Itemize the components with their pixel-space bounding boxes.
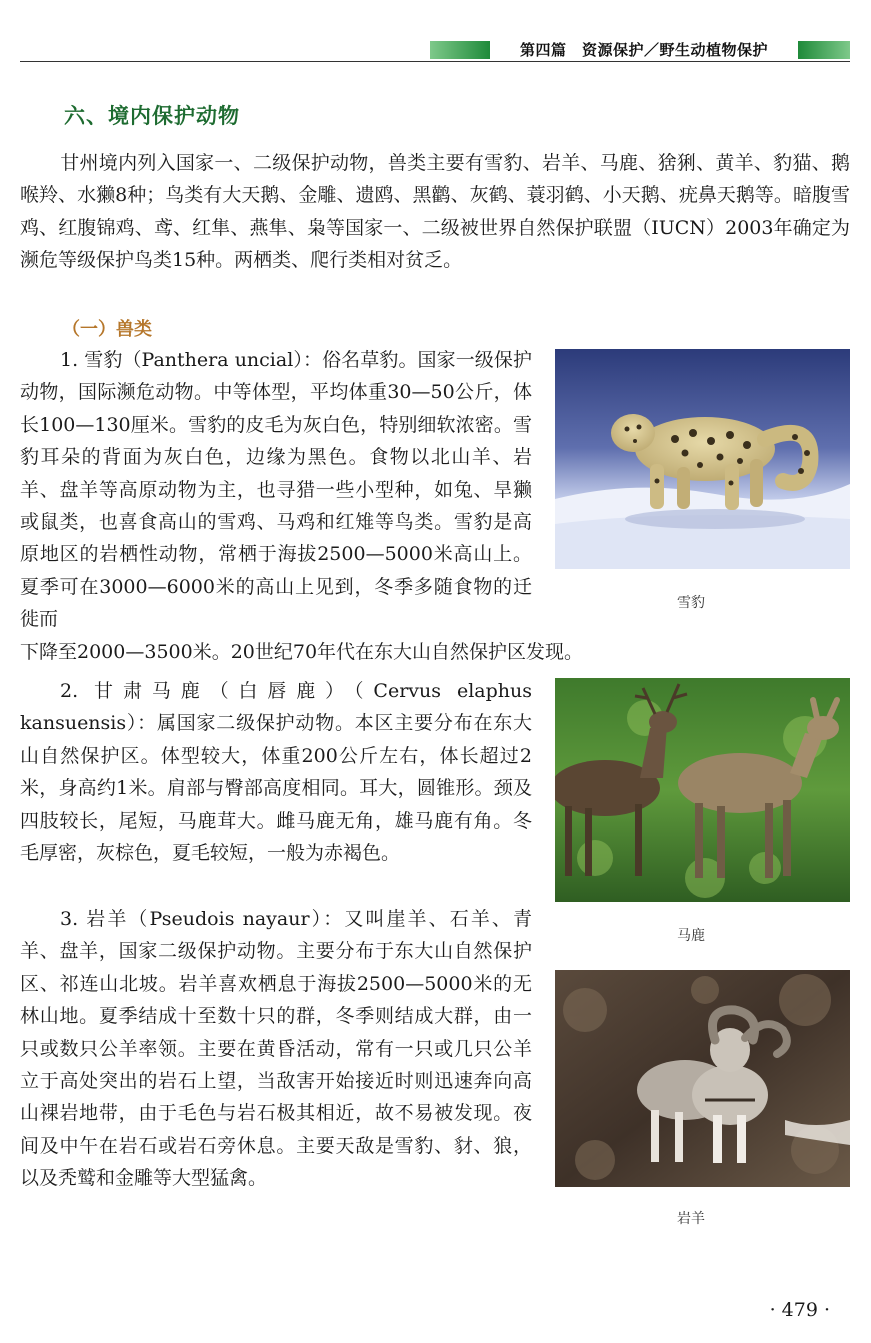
section-title: 六、境内保护动物 xyxy=(64,104,240,128)
subsection-title: （一）兽类 xyxy=(62,319,152,340)
animal-text: 2. 甘肃马鹿（白唇鹿）（Cervus elaphus kansuensis）：属国家二级保护动物。本区主要分布在东大山自然保护区。体型较大，体重200公斤左右，体长超过2米，身高约1米。肩部与臀部高度相同。耳大，圆锥形。颈及四肢较长，尾短，马鹿茸大。雌马鹿无角，雄马鹿有角。冬毛厚密，灰棕色，夏毛较短，一般为赤褐色。 xyxy=(20,680,532,865)
red-deer-photo xyxy=(555,678,850,902)
page-number: · 479 · xyxy=(769,1299,830,1321)
animal-paragraph-snow-leopard xyxy=(20,344,532,636)
intro-text: 甘州境内列入国家一、二级保护动物，兽类主要有雪豹、岩羊、马鹿、猞猁、黄羊、豹猫、鹅喉羚、水獭8种；鸟类有大天鹅、金雕、遗鸥、黑鹳、灰鹤、蓑羽鹤、小天鹅、疣鼻天鹅等。暗腹雪鸡、红腹锦鸡、鸢、红隼、燕隼、枭等国家一、二级被世界自然保护联盟（IUCN）2003年确定为濒危等级保护鸟类15种。两栖类、爬行类相对贫乏。 xyxy=(20,152,850,272)
running-header xyxy=(0,0,871,64)
header-accent-bar-right xyxy=(798,41,850,59)
animal-text: 3. 岩羊（Pseudois nayaur）：又叫崖羊、石羊、青羊、盘羊，国家二级保护动物。主要分布于东大山自然保护区、祁连山北坡。岩羊喜欢栖息于海拔2500—5000米的无林山地。夏季结成十至数十只的群，冬季则结成大群，由一只或数只公羊率领。主要在黄昏活动，常有一只或几只公羊立于高处突出的岩石上望，当敌害开始接近时则迅速奔向高山裸岩地带，由于毛色与岩石极其相近，故不易被发现。夜间及中午在岩石或岩石旁休息。主要天敌是雪豹、豺、狼，以及秃鹫和金雕等大型猛禽。 xyxy=(20,908,532,1190)
animal-text-tail: 下降至2000—3500米。20世纪70年代在东大山自然保护区发现。 xyxy=(20,641,584,663)
snow-leopard-photo xyxy=(555,349,850,569)
photo-caption-snow-leopard: 雪豹 xyxy=(677,595,705,611)
blue-sheep-photo xyxy=(555,970,850,1187)
animal-paragraph-blue-sheep xyxy=(20,903,532,1195)
photo-caption-blue-sheep: 岩羊 xyxy=(677,1211,705,1227)
header-rule xyxy=(20,61,850,62)
photo-caption-red-deer: 马鹿 xyxy=(677,928,705,944)
animal-paragraph-red-deer xyxy=(20,675,532,869)
header-title: 第四篇 资源保护／野生动植物保护 xyxy=(519,41,768,59)
animal-text: 1. 雪豹（Panthera uncial）：俗名草豹。国家一级保护动物，国际濒危动物。中等体型，平均体重30—50公斤，体长100—130厘米。雪豹的皮毛为灰白色，特别细软浓密。雪豹耳朵的背面为灰白色，边缘为黑色。食物以北山羊、岩羊、盘羊等高原动物为主，也寻猎一些小型种，如兔、旱獭或鼠类，也喜食高山的雪鸡、马鸡和红雉等鸟类。雪豹是高原地区的岩栖性动物，常栖于海拔2500—5000米高山上。夏季可在3000—6000米的高山上见到，冬季多随食物的迁徙而 xyxy=(20,349,532,631)
animal-paragraph-snow-leopard-tail xyxy=(20,636,660,668)
intro-paragraph xyxy=(20,147,850,277)
header-accent-bar-left xyxy=(430,41,490,59)
